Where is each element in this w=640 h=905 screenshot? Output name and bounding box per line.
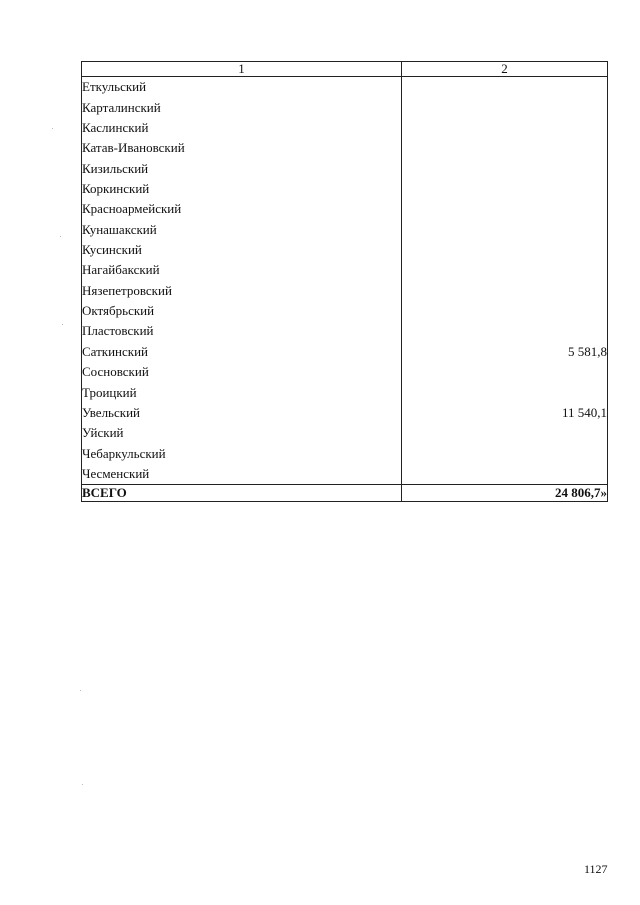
district-value [402,362,608,382]
scan-speck [62,324,63,325]
district-value [402,179,608,199]
table-row [82,362,608,382]
district-name: Троицкий [82,382,402,402]
table-row [82,321,608,341]
table-row [82,443,608,463]
district-value [402,118,608,138]
table-row [82,240,608,260]
district-name: Саткинский [82,341,402,361]
table-row [82,280,608,300]
district-value [402,301,608,321]
district-value [402,280,608,300]
district-value [402,138,608,158]
district-name: Нагайбакский [82,260,402,280]
page-number: 1127 [584,862,608,876]
district-value [402,77,608,98]
district-name: Карталинский [82,97,402,117]
table-row [82,179,608,199]
district-name: Нязепетровский [82,280,402,300]
table-row [82,260,608,280]
total-row [82,484,608,501]
table-row [82,403,608,423]
district-name: Сосновский [82,362,402,382]
header-row [82,62,608,77]
district-value [402,158,608,178]
table-row [82,199,608,219]
column-header-2: 2 [402,62,608,77]
table-row [82,301,608,321]
table-row [82,118,608,138]
table-row [82,382,608,402]
district-name: Катав-Ивановский [82,138,402,158]
table-row [82,341,608,361]
district-value [402,423,608,443]
district-name: Кунашакский [82,219,402,239]
scan-speck [52,128,53,129]
scan-speck [60,236,61,237]
district-name: Коркинский [82,179,402,199]
district-name: Еткульский [82,77,402,98]
table-row [82,464,608,485]
district-value [402,219,608,239]
table-row [82,219,608,239]
district-value [402,97,608,117]
district-name: Уйский [82,423,402,443]
district-value [402,443,608,463]
district-name: Октябрьский [82,301,402,321]
scan-speck [80,690,81,691]
district-name: Чесменский [82,464,402,485]
district-value [402,199,608,219]
district-value [402,260,608,280]
table-row [82,138,608,158]
district-name: Каслинский [82,118,402,138]
district-value [402,464,608,485]
district-value [402,240,608,260]
table-body [82,77,608,485]
total-label: ВСЕГО [82,484,402,501]
districts-table [81,61,608,502]
table-row [82,158,608,178]
district-name: Увельский [82,403,402,423]
district-value [402,382,608,402]
district-name: Кизильский [82,158,402,178]
district-value [402,321,608,341]
district-value: 11 540,1 [402,403,608,423]
table-row [82,97,608,117]
column-header-1: 1 [82,62,402,77]
district-value: 5 581,8 [402,341,608,361]
district-name: Пластовский [82,321,402,341]
district-name: Чебаркульский [82,443,402,463]
total-value: 24 806,7» [402,484,608,501]
district-name: Кусинский [82,240,402,260]
scan-speck [82,784,83,785]
table-row [82,423,608,443]
district-name: Красноармейский [82,199,402,219]
table-row [82,77,608,98]
